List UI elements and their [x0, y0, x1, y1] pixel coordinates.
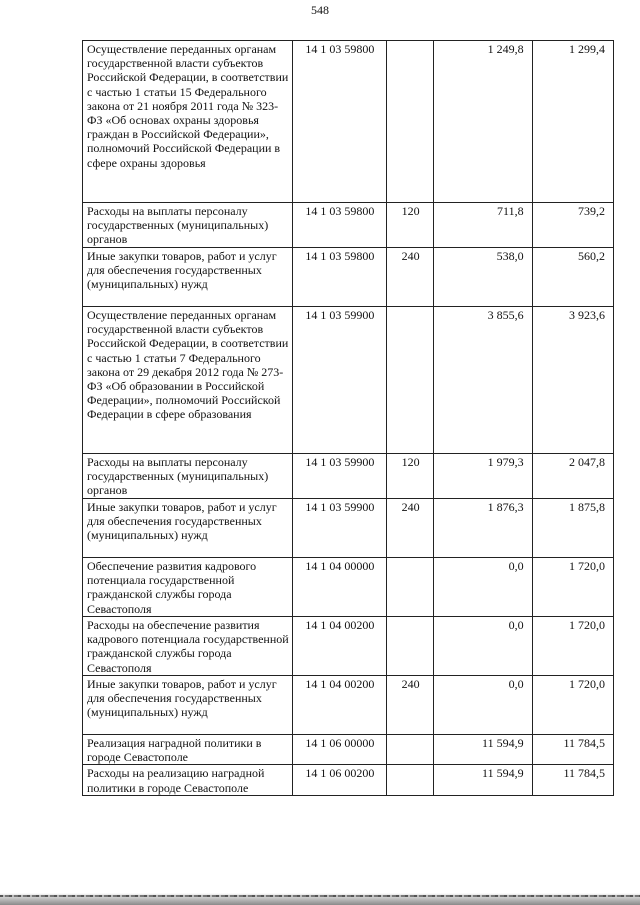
budget-table — [82, 40, 614, 796]
amount-year-1: 538,0 — [434, 248, 532, 307]
target-code: 14 1 06 00000 — [292, 735, 386, 765]
amount-year-2: 739,2 — [532, 203, 613, 248]
table-row — [83, 41, 614, 203]
amount-year-2: 11 784,5 — [532, 765, 613, 795]
expense-name: Осуществление переданных органам государственной власти субъектов Российской Федерации, в соответствии с частью 1 статьи 15 Федерального закона от 21 ноября 2011 года № 323-ФЗ «Об основах охраны здоровья граждан в Российской Федерации», полномочий Российской Федерации в сфере охраны здоровья — [83, 41, 293, 203]
target-code: 14 1 03 59900 — [292, 499, 386, 558]
amount-year-1: 0,0 — [434, 558, 532, 617]
target-code: 14 1 03 59800 — [292, 248, 386, 307]
amount-year-1: 1 876,3 — [434, 499, 532, 558]
expense-name: Расходы на выплаты персоналу государственных (муниципальных) органов — [83, 203, 293, 248]
amount-year-2: 1 720,0 — [532, 617, 613, 676]
table-row — [83, 203, 614, 248]
table-row — [83, 735, 614, 765]
target-code: 14 1 04 00000 — [292, 558, 386, 617]
amount-year-1: 1 249,8 — [434, 41, 532, 203]
amount-year-1: 11 594,9 — [434, 735, 532, 765]
page-number: 548 — [311, 3, 329, 17]
target-code: 14 1 03 59900 — [292, 307, 386, 454]
expense-type-code — [387, 307, 434, 454]
amount-year-2: 560,2 — [532, 248, 613, 307]
amount-year-1: 11 594,9 — [434, 765, 532, 795]
expense-type-code — [387, 765, 434, 795]
expense-name: Обеспечение развития кадрового потенциала государственной гражданской службы города Севастополя — [83, 558, 293, 617]
amount-year-1: 0,0 — [434, 617, 532, 676]
expense-type-code: 120 — [387, 454, 434, 499]
amount-year-1: 1 979,3 — [434, 454, 532, 499]
expense-name: Иные закупки товаров, работ и услуг для обеспечения государственных (муниципальных) нужд — [83, 676, 293, 735]
expense-name: Расходы на реализацию наградной политики в городе Севастополе — [83, 765, 293, 795]
expense-name: Иные закупки товаров, работ и услуг для обеспечения государственных (муниципальных) нужд — [83, 499, 293, 558]
target-code: 14 1 03 59900 — [292, 454, 386, 499]
amount-year-2: 1 720,0 — [532, 558, 613, 617]
amount-year-2: 2 047,8 — [532, 454, 613, 499]
table-row — [83, 248, 614, 307]
target-code: 14 1 03 59800 — [292, 41, 386, 203]
target-code: 14 1 04 00200 — [292, 617, 386, 676]
expense-type-code — [387, 617, 434, 676]
amount-year-2: 1 299,4 — [532, 41, 613, 203]
table-row — [83, 558, 614, 617]
table-row — [83, 499, 614, 558]
amount-year-2: 3 923,6 — [532, 307, 613, 454]
target-code: 14 1 03 59800 — [292, 203, 386, 248]
amount-year-2: 1 875,8 — [532, 499, 613, 558]
expense-type-code: 240 — [387, 499, 434, 558]
expense-type-code: 240 — [387, 248, 434, 307]
expense-type-code: 120 — [387, 203, 434, 248]
amount-year-1: 0,0 — [434, 676, 532, 735]
table-row — [83, 454, 614, 499]
table-row — [83, 617, 614, 676]
table-row — [83, 676, 614, 735]
expense-type-code — [387, 558, 434, 617]
expense-name: Иные закупки товаров, работ и услуг для обеспечения государственных (муниципальных) нужд — [83, 248, 293, 307]
expense-name: Расходы на выплаты персоналу государственных (муниципальных) органов — [83, 454, 293, 499]
target-code: 14 1 04 00200 — [292, 676, 386, 735]
amount-year-2: 11 784,5 — [532, 735, 613, 765]
amount-year-2: 1 720,0 — [532, 676, 613, 735]
amount-year-1: 711,8 — [434, 203, 532, 248]
expense-name: Реализация наградной политики в городе Севастополе — [83, 735, 293, 765]
expense-name: Расходы на обеспечение развития кадрового потенциала государственной гражданской службы города Севастополя — [83, 617, 293, 676]
expense-type-code: 240 — [387, 676, 434, 735]
expense-type-code — [387, 41, 434, 203]
table-row — [83, 765, 614, 795]
expense-type-code — [387, 735, 434, 765]
expense-name: Осуществление переданных органам государственной власти субъектов Российской Федерации, в соответствии с частью 1 статьи 7 Федерального закона от 29 декабря 2012 года № 273-ФЗ «Об образовании в Российской Федерации», полномочий Российской Федерации в сфере образования — [83, 307, 293, 454]
scan-edge-line — [0, 895, 640, 897]
amount-year-1: 3 855,6 — [434, 307, 532, 454]
target-code: 14 1 06 00200 — [292, 765, 386, 795]
table-row — [83, 307, 614, 454]
